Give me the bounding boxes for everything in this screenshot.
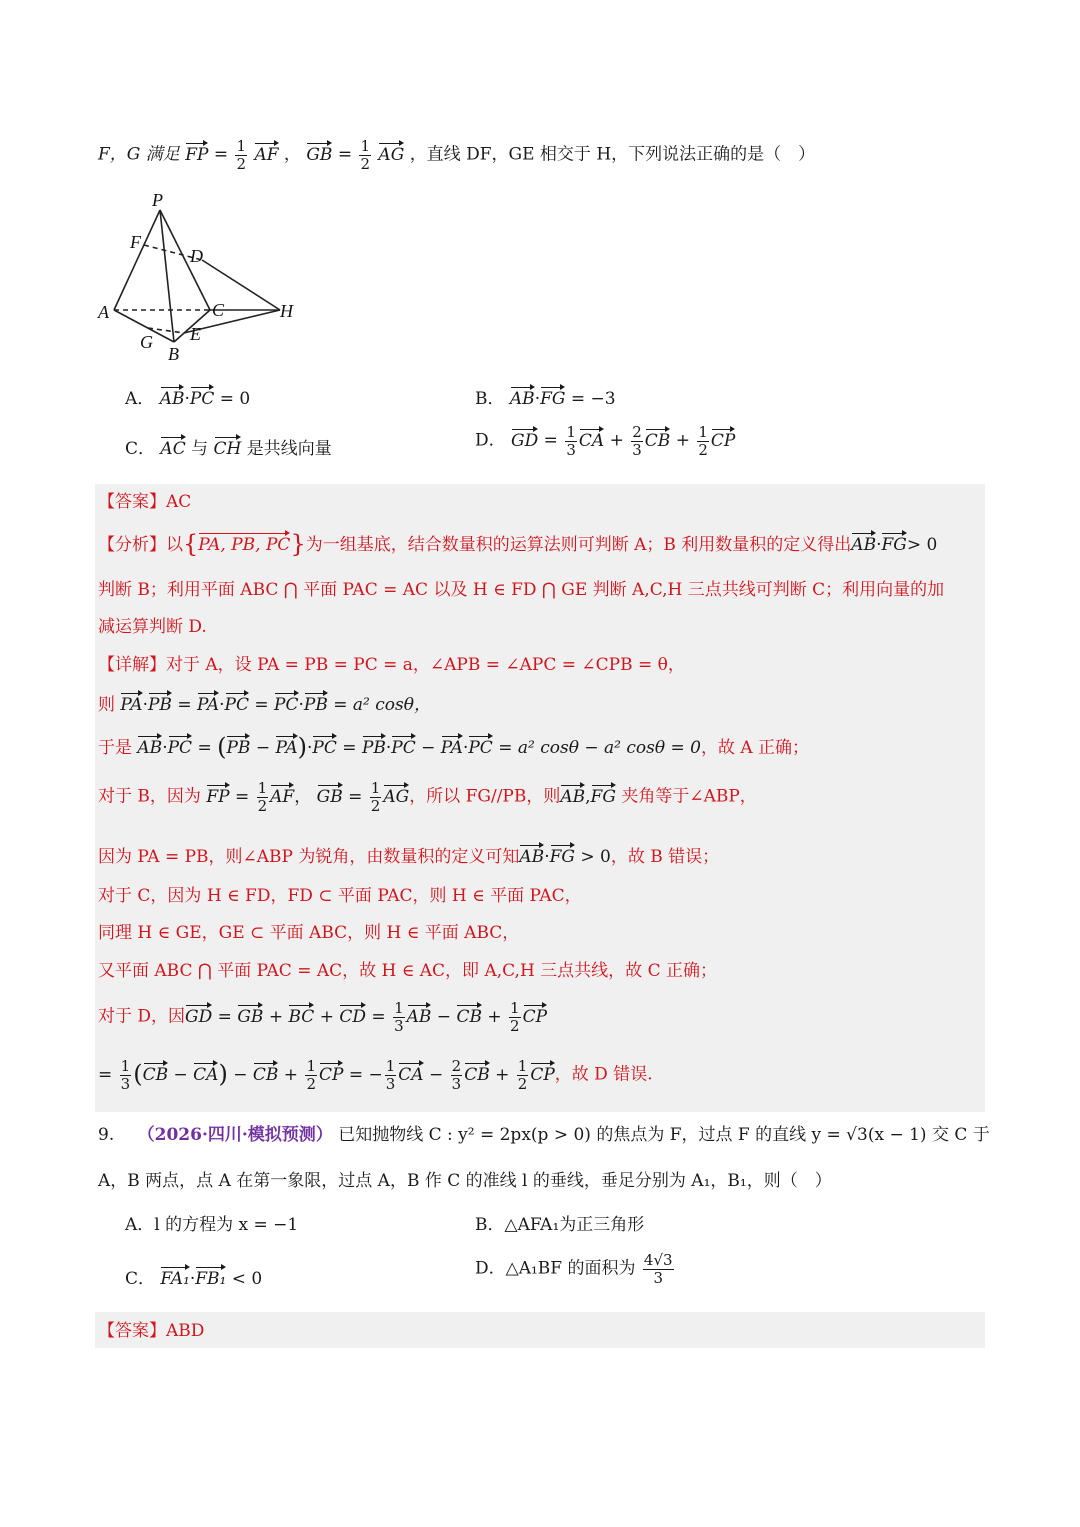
option-label: B． [475, 389, 505, 409]
rhs: = a² cosθ − a² cosθ = 0 [498, 738, 701, 758]
q8-detail-d2 [98, 1058, 653, 1092]
frac-den: 2 [360, 154, 371, 173]
label-c: C [212, 300, 225, 320]
formula [185, 999, 548, 1035]
frac-num: 1 [394, 999, 404, 1017]
label-g: G [140, 332, 153, 352]
rhs: = a² cosθ， [333, 695, 431, 715]
answer-value: ABD [166, 1321, 205, 1341]
eq: = [543, 430, 558, 451]
rest: = −3 [570, 389, 616, 409]
q8-detail-a3 [98, 733, 809, 761]
text: 对于 D，因 [98, 1006, 186, 1027]
fraction-half [359, 138, 371, 172]
text: 则 [98, 695, 115, 715]
frac-den: 3 [451, 1074, 462, 1093]
frac-den: 2 [517, 1074, 528, 1093]
label-d: D [190, 246, 203, 266]
option-label: D． [475, 430, 506, 451]
plus: + [495, 1064, 510, 1085]
rest: < 0 [231, 1269, 263, 1289]
frac-num: 1 [306, 1057, 316, 1075]
frac-num: 1 [120, 1057, 131, 1075]
plus: + [319, 1006, 334, 1027]
vec: PC [274, 692, 298, 715]
vec: CP [530, 1062, 554, 1085]
q8-stem-p2: ，直线 DF，GE 相交于 H，下列说法正确的是（ ） [409, 144, 816, 165]
label-f: F [130, 232, 141, 252]
q8-answer [98, 487, 191, 512]
frac-num: 1 [517, 1057, 528, 1075]
minus: − [173, 1064, 188, 1085]
vec: PB [304, 692, 328, 715]
vec: CB [645, 428, 671, 451]
vec: PC [468, 735, 492, 758]
frac-den: 2 [370, 796, 381, 815]
text: ，故 A 正确； [700, 738, 810, 758]
vec: AB [851, 532, 876, 555]
frac-den: 3 [385, 1074, 396, 1093]
frac-num: 4√3 [643, 1251, 673, 1269]
frac-den: 3 [566, 440, 576, 459]
q8-analysis-line3: 减运算判断 D. [98, 617, 207, 637]
paren: ( [217, 733, 227, 761]
vec: BC [288, 1004, 314, 1027]
vec: CH [214, 436, 242, 459]
label-e: E [190, 324, 201, 344]
dot: · [219, 695, 225, 715]
vec: PC [225, 692, 249, 715]
question-source: （2026·四川·模拟预测） [137, 1125, 333, 1145]
comma: , [585, 786, 591, 807]
option-label: B． [475, 1215, 505, 1235]
answer-label: 【答案】 [98, 492, 166, 512]
vec: FG [540, 386, 565, 409]
frac-den: 3 [120, 1074, 131, 1093]
vec-gb: GB [306, 142, 332, 165]
q8-detail-b1 [98, 780, 757, 814]
frac-num: 1 [257, 779, 268, 797]
q9-stem-line1 [98, 1120, 990, 1145]
brace-open: { [183, 530, 199, 558]
gt: > 0 [580, 847, 611, 867]
brace-close: } [290, 530, 306, 558]
q9-option-d [475, 1252, 676, 1286]
vec: PA [441, 735, 463, 758]
edge-pa [114, 210, 160, 310]
eq: = [217, 1006, 232, 1027]
vec: PB [362, 735, 386, 758]
vec: AB [510, 386, 535, 409]
analysis-label: 【分析】 [98, 535, 166, 555]
q9-answer-block [95, 1312, 985, 1348]
frac-num: 1 [370, 779, 381, 797]
plus: + [609, 430, 624, 451]
text: 因为 PA = PB，则∠ABP 为锐角，由数量积的定义可知 [98, 847, 520, 867]
vec: AB [407, 1004, 432, 1027]
vec: FB₁ [195, 1266, 226, 1289]
q8-detail-a1 [98, 650, 685, 675]
text: ，故 D 错误. [554, 1064, 653, 1085]
q9-option-b [475, 1210, 644, 1235]
q8-detail-d1 [98, 1000, 547, 1034]
rest: = 0 [219, 389, 251, 409]
plus: + [487, 1006, 502, 1027]
eq: = [371, 1006, 386, 1027]
vec: AG [383, 784, 409, 807]
vec: CP [523, 1004, 547, 1027]
option-text: △A₁BF 的面积为 [505, 1258, 636, 1279]
frac-num: 2 [632, 423, 642, 441]
vec: PC [312, 735, 336, 758]
dot: · [298, 695, 304, 715]
vec: CA [579, 428, 604, 451]
frac-num: 1 [510, 999, 520, 1017]
frac-den: 2 [698, 440, 708, 459]
eq-sign: = [337, 144, 353, 165]
vec: CB [253, 1062, 279, 1085]
vec: PB [148, 692, 172, 715]
label-p: P [152, 190, 163, 210]
minus: − [233, 1064, 248, 1085]
sep: ， [283, 144, 301, 165]
label-a: A [98, 302, 109, 322]
frac [385, 1058, 397, 1092]
q8-stem [98, 138, 815, 172]
q8-option-b [475, 384, 616, 409]
minus: − [255, 738, 271, 758]
basis-vectors: PA, PB, PC [198, 532, 290, 555]
vec: AB [560, 784, 585, 807]
q9-option-c [125, 1264, 262, 1289]
vec: PA [275, 735, 297, 758]
frac [517, 1058, 529, 1092]
detail-label: 【详解】 [98, 655, 166, 675]
vec: CB [143, 1062, 169, 1085]
vec: FG [591, 784, 616, 807]
frac [509, 1000, 521, 1034]
frac [697, 424, 709, 458]
text: 于是 [98, 738, 132, 758]
frac-den: 3 [653, 1268, 663, 1287]
label-b: B [168, 344, 179, 364]
vec: FG [881, 532, 906, 555]
q8-detail-a2 [98, 690, 431, 715]
frac [370, 780, 382, 814]
frac-num: 1 [236, 137, 247, 155]
q8-analysis-line2: 判断 B；利用平面 ABC ⋂ 平面 PAC = AC 以及 H ∈ FD ⋂ GE 判断 A,C,H 三点共线可判断 C；利用向量的加 [98, 580, 945, 600]
vec: FA₁ [160, 1266, 189, 1289]
vec: PC [391, 735, 415, 758]
vec: GB [237, 1004, 263, 1027]
option-text: l 的方程为 x = −1 [154, 1215, 299, 1235]
vec: CP [711, 428, 735, 451]
paren: ) [297, 733, 308, 761]
frac-num: 1 [698, 423, 708, 441]
paren: ( [133, 1059, 143, 1088]
q8-option-c [125, 434, 332, 459]
frac-num: 1 [360, 137, 371, 155]
q8-option-a [125, 384, 250, 409]
vec: GD [511, 428, 538, 451]
question-number: 9. [98, 1125, 115, 1145]
frac [643, 1252, 674, 1286]
q8-detail-c1: 对于 C，因为 H ∈ FD，FD ⊂ 平面 PAC，则 H ∈ 平面 PAC， [98, 886, 582, 906]
frac [120, 1058, 132, 1092]
fraction-half [235, 138, 247, 172]
frac-den: 3 [632, 440, 642, 459]
frac-den: 2 [306, 1074, 316, 1093]
plus: + [268, 1006, 284, 1027]
dot: · [534, 389, 541, 409]
answer-value: AC [166, 492, 192, 512]
dot: · [189, 1269, 196, 1289]
option-label: C． [125, 439, 156, 459]
label-h: H [280, 301, 293, 321]
frac-den: 2 [236, 154, 247, 173]
vec: GD [185, 1004, 212, 1027]
vec: AB [160, 386, 185, 409]
minus: − [368, 1064, 383, 1085]
q9-option-a [125, 1210, 298, 1235]
vec: AC [160, 436, 185, 459]
formula [120, 695, 431, 715]
minus: − [429, 1064, 444, 1085]
formula: = $\frac{1}{3}$ (CB − CA) − CB + $\frac{1}{2}$ CP = − $\frac{1}{3}$ CA − $\frac{2}{3}$ CB + $\frac{1}{2}$ CP [98, 1057, 555, 1093]
vec: FP [206, 784, 229, 807]
plus: + [675, 430, 690, 451]
vec: PC [190, 386, 214, 409]
edge-pb [160, 210, 174, 342]
vec: PA [120, 692, 142, 715]
vec: CA [398, 1062, 423, 1085]
option-text: △AFA₁为正三角形 [504, 1215, 645, 1235]
vec: PC [168, 735, 192, 758]
formula: AB·FG > 0 [519, 847, 610, 867]
frac-den: 2 [510, 1016, 520, 1035]
frac-num: 2 [451, 1057, 462, 1075]
frac-num: 1 [566, 423, 576, 441]
dot: · [876, 535, 882, 555]
dot: · [184, 389, 190, 409]
text: 对于 A，设 PA = PB = PC = a，∠APB = ∠APC = ∠CPB = θ， [166, 655, 685, 675]
q8-detail-c3: 又平面 ABC ⋂ 平面 PAC = AC，故 H ∈ AC，即 A,C,H 三点共线，故 C 正确； [98, 961, 717, 981]
rest: 是共线向量 [246, 439, 332, 459]
frac [565, 424, 577, 458]
frac-num: 1 [385, 1057, 396, 1075]
minus: − [436, 1006, 452, 1027]
text: 以 [166, 535, 183, 555]
vec: AB [519, 844, 544, 867]
option-label: D． [475, 1258, 506, 1279]
q8-detail-b2 [98, 842, 719, 867]
vec-ag: AG [378, 142, 404, 165]
stem-text: 已知抛物线 C : y² = 2px(p > 0) 的焦点为 F，过点 F 的直线 y = √3(x − 1) 交 C 于 [338, 1125, 990, 1145]
vec: CD [339, 1004, 366, 1027]
formula: FP = $\frac{1}{2}$ AF， GB = $\frac{1}{2}$ AG [206, 779, 410, 815]
dot: · [142, 695, 148, 715]
vec: PB [226, 735, 250, 758]
vec: CA [193, 1062, 218, 1085]
vec: CP [319, 1062, 343, 1085]
pyramid-figure [92, 190, 312, 370]
eq-sign: = [213, 144, 229, 165]
vec: PA [197, 692, 219, 715]
gt: > 0 [906, 535, 938, 555]
vec: GB [317, 784, 343, 807]
vec-fp: FP [185, 142, 208, 165]
q8-option-d [475, 424, 735, 458]
option-label: A． [125, 1215, 155, 1235]
option-label: A． [125, 389, 155, 409]
vec: CB [456, 1004, 482, 1027]
q9-stem-line2: A，B 两点，点 A 在第一象限，过点 A，B 作 C 的准线 l 的垂线，垂足分别为 A₁，B₁，则（ ） [98, 1171, 832, 1191]
frac [631, 424, 643, 458]
vec: AB [137, 735, 162, 758]
answer-label: 【答案】 [98, 1321, 166, 1341]
frac-den: 3 [394, 1016, 404, 1035]
vec-af: AF [254, 142, 278, 165]
q9-answer [98, 1316, 204, 1341]
plus: + [283, 1064, 299, 1085]
formula: AB·PC = (PB − PA)·PC = PB·PC − PA·PC = a² cosθ − a² cosθ = 0 [137, 733, 701, 761]
text: 为一组基底，结合数量积的运算法则可判断 A；B 利用数量积的定义得出 [305, 535, 852, 555]
q8-analysis-line1 [98, 530, 937, 558]
frac [257, 780, 269, 814]
vec: CB [464, 1062, 490, 1085]
minus: − [421, 738, 436, 758]
formula [560, 787, 616, 807]
q8-stem-p1: F，G 满足 [98, 144, 180, 165]
eq: = [348, 1064, 364, 1085]
mid: 与 [191, 439, 209, 459]
paren: ) [218, 1059, 228, 1088]
eq: = [177, 695, 192, 715]
text: ，故 B 错误； [610, 847, 720, 867]
vec: AF [270, 784, 294, 807]
eq: = [254, 695, 269, 715]
text: 对于 B，因为 [98, 786, 201, 807]
text: ，所以 FG//PB，则 [409, 786, 561, 807]
text: 夹角等于∠ABP， [621, 786, 757, 807]
frac [305, 1058, 317, 1092]
q8-detail-c2: 同理 H ∈ GE，GE ⊂ 平面 ABC，则 H ∈ 平面 ABC， [98, 923, 520, 943]
frac-den: 2 [257, 796, 268, 815]
frac [451, 1058, 463, 1092]
option-label: C． [125, 1269, 156, 1289]
frac [393, 1000, 405, 1034]
vec: FG [550, 844, 575, 867]
